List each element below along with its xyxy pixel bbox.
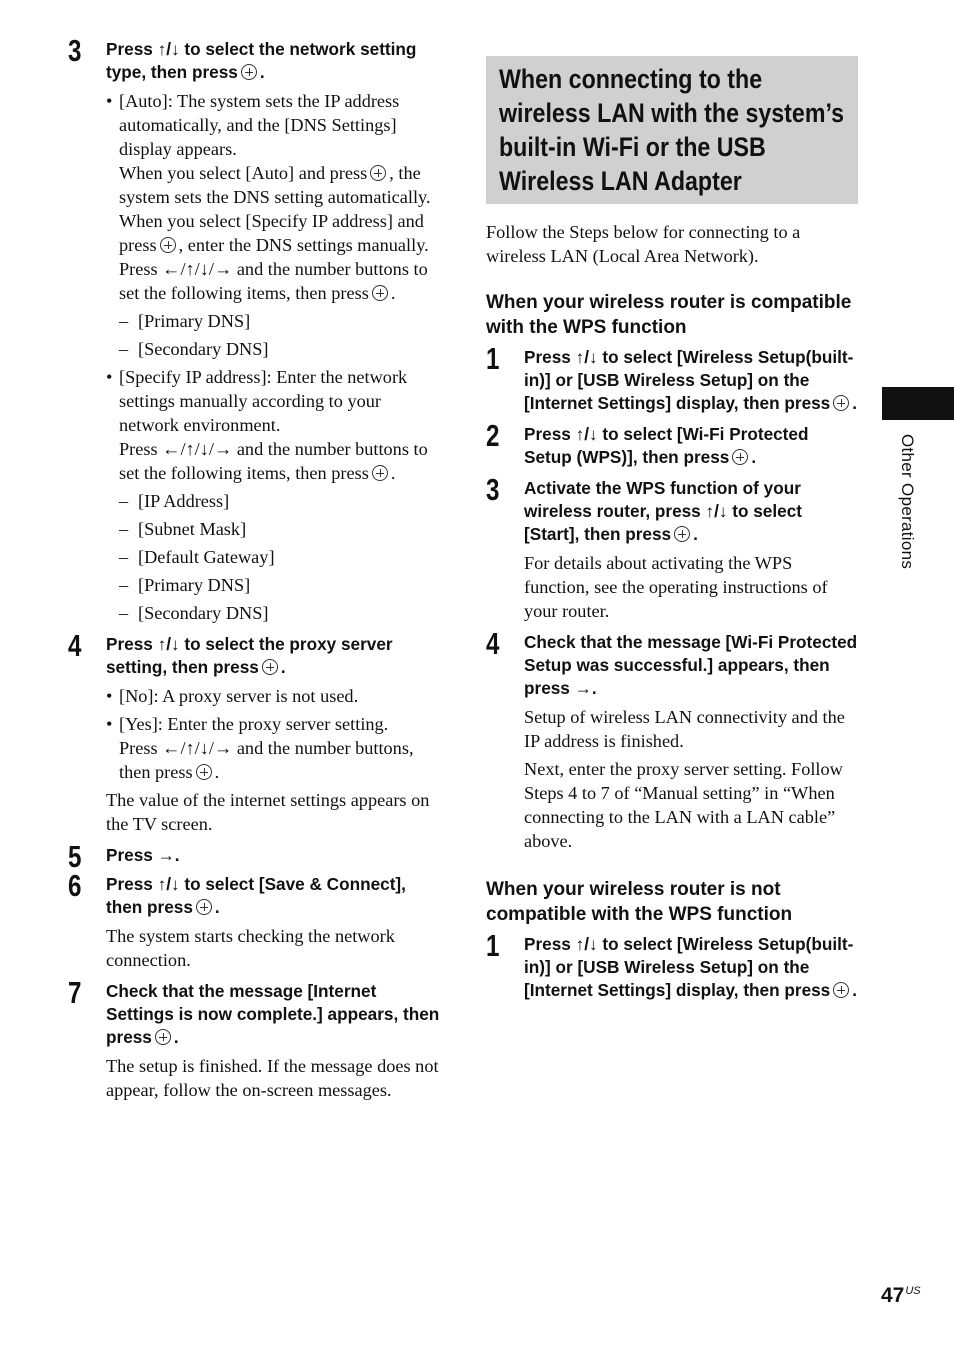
left-column (68, 33, 440, 1106)
step-5 (68, 839, 440, 874)
specify-ip-option: • [Specify IP address]: Enter the network settings manually according to your network environment. Press ←/↑/↓/→ and the number buttons to set the following items, then press . (106, 365, 440, 485)
non-wps-step-1 (486, 928, 858, 1002)
step-number: 6 (68, 868, 82, 903)
step-number: 7 (68, 975, 82, 1010)
section-side-label: Other Operations (898, 434, 917, 570)
section-heading: When connecting to the wireless LAN with the system’s built-in Wi-Fi or the USB Wireless LAN Adapter (486, 56, 858, 204)
list-item: – [Secondary DNS] (106, 601, 440, 625)
no-option: • [No]: A proxy server is not used. (106, 684, 440, 708)
enter-button-icon (160, 237, 176, 253)
enter-button-icon (155, 1029, 171, 1045)
enter-button-icon (833, 395, 849, 411)
page-region-suffix: US (905, 1285, 921, 1297)
enter-button-icon (370, 165, 386, 181)
step-number: 5 (68, 839, 82, 874)
step-note: The value of the internet settings appears on the TV screen. (106, 790, 430, 834)
step-title: Activate the WPS function of your wireless router, press ↑/↓ to select [Start], then press . (524, 478, 802, 544)
step-body: Next, enter the proxy server setting. Follow Steps 4 to 7 of “Manual setting” in “When connecting to the LAN with a LAN cable” above. (524, 759, 843, 851)
auto-option: • [Auto]: The system sets the IP address automatically, and the [DNS Settings] display appears. When you select [Auto] and press , the system sets the DNS setting automatically. When you select [Specify IP address] and press , enter the DNS settings manually. Press ←/↑/↓/→ and the number buttons to set the following items, then press . (106, 89, 440, 305)
list-item: – [Default Gateway] (106, 545, 440, 569)
step-number: 3 (486, 472, 500, 507)
step-title: Check that the message [Wi-Fi Protected Setup was successful.] appears, then press →. (524, 632, 858, 698)
step-body: For details about activating the WPS function, see the operating instructions of your router. (524, 553, 828, 621)
enter-button-icon (196, 899, 212, 915)
enter-button-icon (372, 465, 388, 481)
list-item: – [Primary DNS] (106, 309, 440, 333)
enter-button-icon (833, 982, 849, 998)
step-title: Press ↑/↓ to select [Wireless Setup(built-in)] or [USB Wireless Setup] on the [Internet Settings] display, then press . (524, 347, 858, 413)
enter-button-icon (262, 659, 278, 675)
step-number: 2 (486, 418, 500, 453)
enter-button-icon (674, 526, 690, 542)
list-item: – [Subnet Mask] (106, 517, 440, 541)
page-number: $47^{US}$ (881, 1284, 921, 1307)
right-column (486, 38, 858, 1007)
list-item: – [IP Address] (106, 489, 440, 513)
enter-button-icon (732, 449, 748, 465)
wps-step-2 (486, 418, 858, 469)
step-6 (68, 868, 440, 972)
list-item: – [Secondary DNS] (106, 337, 440, 361)
step-7 (68, 975, 440, 1102)
step-title: Press ↑/↓ to select [Wireless Setup(built-in)] or [USB Wireless Setup] on the [Internet Settings] display, then press . (524, 934, 858, 1000)
wps-step-3 (486, 472, 858, 623)
step-number: 4 (68, 628, 82, 663)
step-title: Check that the message [Internet Settings is now complete.] appears, then press . (106, 981, 440, 1047)
list-item: – [Primary DNS] (106, 573, 440, 597)
step-title: Press →. (106, 845, 180, 865)
step-title: Press ↑/↓ to select the proxy server setting, then press . (106, 634, 393, 677)
step-title: Press ↑/↓ to select the network setting type, then press . (106, 39, 417, 82)
step-body: The system starts checking the network connection. (106, 926, 395, 970)
enter-button-icon (372, 285, 388, 301)
step-number: 1 (486, 341, 500, 376)
step-number: 1 (486, 928, 500, 963)
wps-subhead: When your wireless router is compatible with the WPS function (486, 292, 852, 338)
step-3 (68, 33, 440, 625)
yes-option: • [Yes]: Enter the proxy server setting. Press ←/↑/↓/→ and the number buttons, then press . (106, 712, 440, 784)
step-body: The setup is finished. If the message does not appear, follow the on-screen messages. (106, 1056, 439, 1100)
section-intro: Follow the Steps below for connecting to a wireless LAN (Local Area Network). (486, 222, 801, 266)
step-number: 3 (68, 33, 82, 68)
section-tab-marker (882, 387, 954, 420)
enter-button-icon (241, 64, 257, 80)
step-number: 4 (486, 626, 500, 661)
wps-step-4 (486, 626, 858, 853)
wps-step-1 (486, 341, 858, 415)
step-4 (68, 628, 440, 836)
non-wps-subhead: When your wireless router is not compatible with the WPS function (486, 879, 793, 925)
step-title: Press ↑/↓ to select [Wi-Fi Protected Setup (WPS)], then press . (524, 424, 809, 467)
enter-button-icon (196, 764, 212, 780)
step-title: Press ↑/↓ to select [Save & Connect], then press . (106, 874, 406, 917)
step-body: Setup of wireless LAN connectivity and the IP address is finished. (524, 707, 845, 751)
